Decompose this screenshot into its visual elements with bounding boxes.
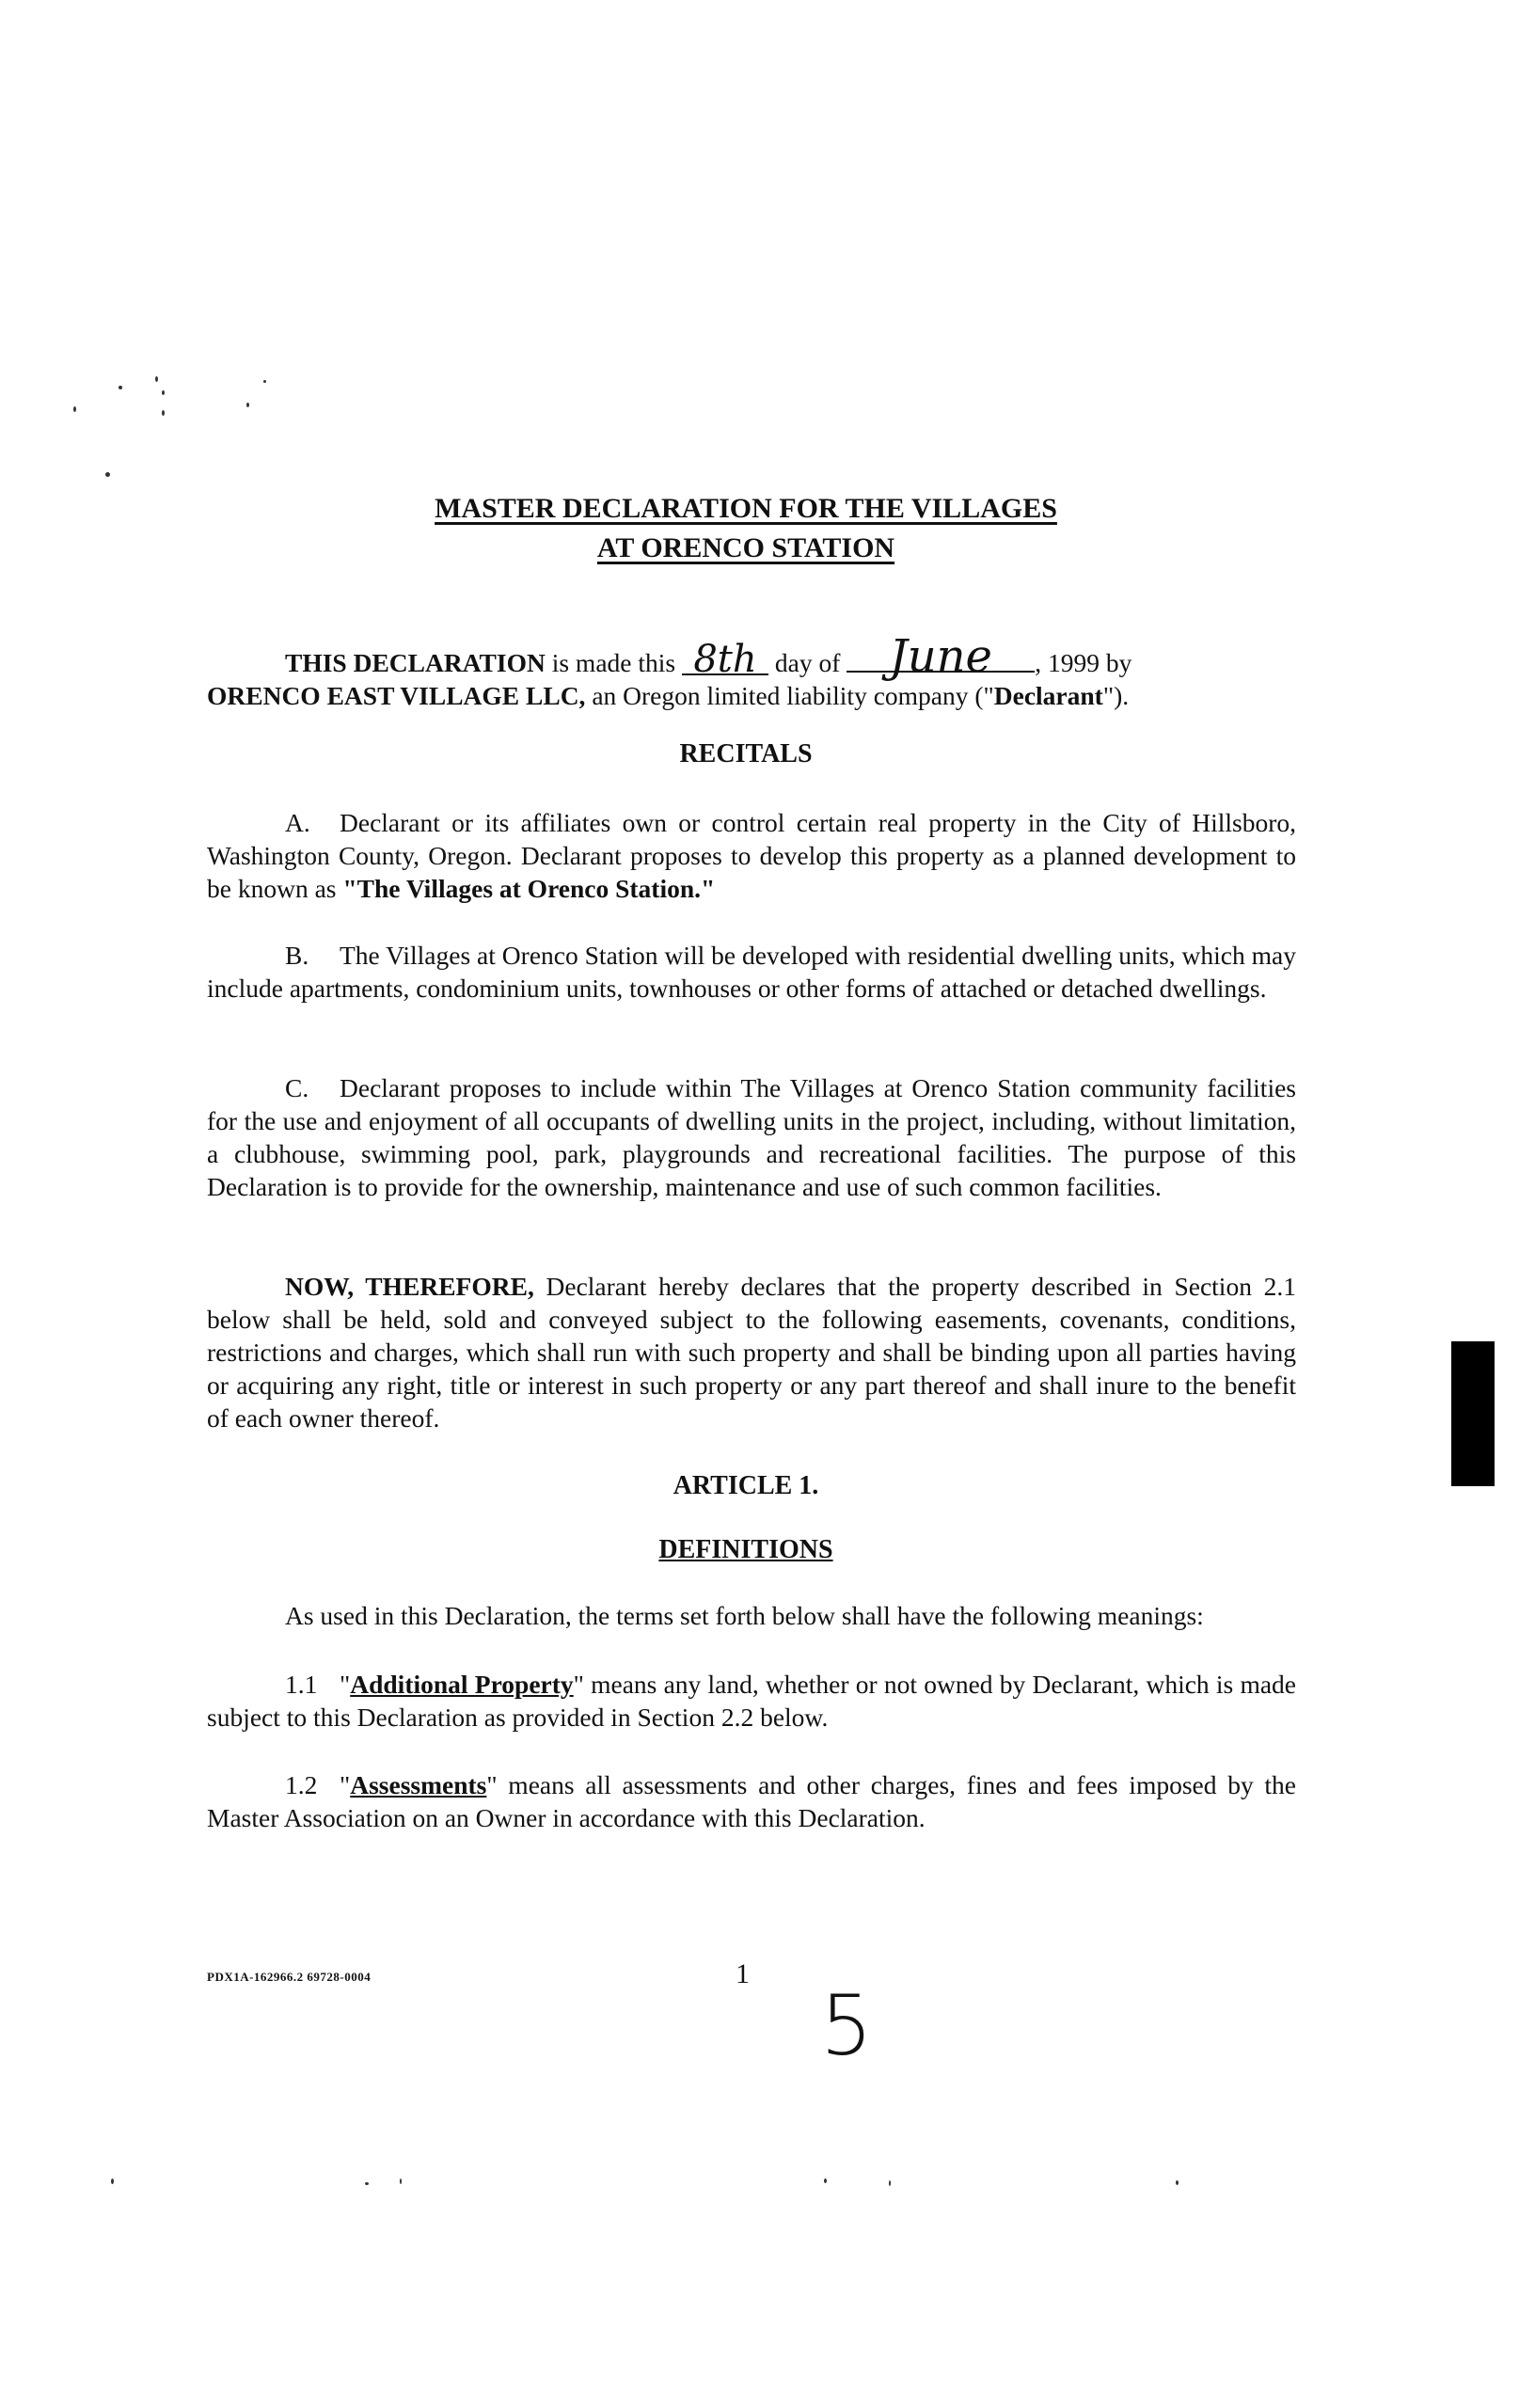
- article-number: ARTICLE 1.: [673, 1471, 819, 1500]
- year-by-text: , 1999 by: [1035, 648, 1132, 677]
- scan-speck: [73, 406, 76, 412]
- recital-c: [207, 1071, 1296, 1203]
- article-heading: DEFINITIONS: [658, 1535, 833, 1564]
- redaction-bar: [1451, 1341, 1495, 1486]
- now-therefore-text: Declarant hereby declares that the property described in Section 2.1 below shall be held, sold and conveyed subject to the following easements, covenants, conditions, restrictions and charges, which shall run with such property and shall be binding upon all parties having or acquiring any right, title or interest in such property or any part thereof and shall inure to the benefit of each owner thereof.: [207, 1272, 1296, 1433]
- made-this-text: is made this: [551, 648, 676, 677]
- recital-text: Declarant or its affiliates own or control certain real property in the City of Hillsboro, Washington County, Oregon. Declarant proposes to develop this property as a planned development to be known as: [207, 808, 1296, 903]
- opening-paragraph: [207, 630, 1296, 712]
- definitions-intro: [207, 1599, 1296, 1632]
- scan-speck: [889, 2180, 891, 2186]
- recitals-heading: RECITALS: [679, 739, 813, 768]
- definition-1-2: [207, 1768, 1296, 1834]
- scan-speck: [824, 2178, 827, 2183]
- handwritten-day: 8th: [682, 645, 768, 675]
- scan-speck: [263, 380, 266, 383]
- now-therefore-paragraph: [207, 1270, 1296, 1434]
- definition-open-quote: ": [340, 1670, 351, 1699]
- definition-text: " means any land, whether or not owned by Declarant, which is made subject to this Declaration as provided in Section 2.2 below.: [207, 1670, 1296, 1732]
- definition-open-quote: ": [340, 1770, 351, 1799]
- definition-term: Assessments: [350, 1770, 487, 1799]
- recital-label: C.: [285, 1073, 309, 1102]
- opening-close: ").: [1102, 681, 1130, 710]
- declaration-lead: THIS DECLARATION: [285, 648, 546, 677]
- handwritten-page-number: 5: [820, 1977, 873, 2074]
- day-of-text: day of: [774, 648, 841, 677]
- document-title-line-2: AT ORENCO STATION: [596, 532, 895, 563]
- handwritten-month: June: [847, 642, 1035, 673]
- scan-speck: [162, 410, 165, 416]
- project-name: "The Villages at Orenco Station.": [342, 874, 716, 903]
- recital-a: [207, 806, 1296, 905]
- recital-text: The Villages at Orenco Station will be developed with residential dwelling units, which may include apartments, condominium units, townhouses or other forms of attached or detached dwellings.: [207, 941, 1296, 1003]
- page-number: 1: [736, 1958, 750, 1989]
- scan-speck: [400, 2178, 402, 2184]
- definition-term: Additional Property: [350, 1670, 574, 1699]
- definition-number: 1.1: [285, 1670, 318, 1699]
- recital-text: Declarant proposes to include within The Villages at Orenco Station community facilities for the use and enjoyment of all occupants of dwelling units in the project, including, without limitation, a clubhouse, swimming pool, park, playgrounds and recreational facilities. The purpose of this Declaration is to provide for the ownership, maintenance and use of such common facilities.: [207, 1073, 1296, 1201]
- scan-speck: [155, 376, 158, 382]
- definitions-intro-text: As used in this Declaration, the terms set forth below shall have the following meanings:: [285, 1601, 1204, 1630]
- scan-speck: [1176, 2180, 1179, 2185]
- definition-text: " means all assessments and other charges, fines and fees imposed by the Master Association on an Owner in accordance with this Declaration.: [207, 1770, 1296, 1832]
- definition-1-1: [207, 1668, 1296, 1734]
- document-code: PDX1A-162966.2 69728-0004: [207, 1970, 372, 1984]
- scan-speck: [111, 2178, 114, 2184]
- scan-speck: [105, 472, 110, 477]
- document-title-line-1: MASTER DECLARATION FOR THE VILLAGES: [435, 493, 1057, 524]
- scan-speck: [119, 386, 122, 389]
- scan-speck: [365, 2182, 369, 2185]
- recital-label: A.: [285, 808, 310, 837]
- company-name: ORENCO EAST VILLAGE LLC,: [207, 681, 586, 710]
- recital-label: B.: [285, 941, 309, 970]
- scan-speck: [162, 390, 165, 395]
- definition-number: 1.2: [285, 1770, 318, 1799]
- scan-speck: [246, 403, 249, 407]
- declarant-term: Declarant: [993, 681, 1103, 710]
- recital-b: [207, 939, 1296, 1005]
- company-description: an Oregon limited liability company (": [592, 681, 994, 710]
- now-therefore-lead: NOW, THEREFORE,: [285, 1272, 534, 1301]
